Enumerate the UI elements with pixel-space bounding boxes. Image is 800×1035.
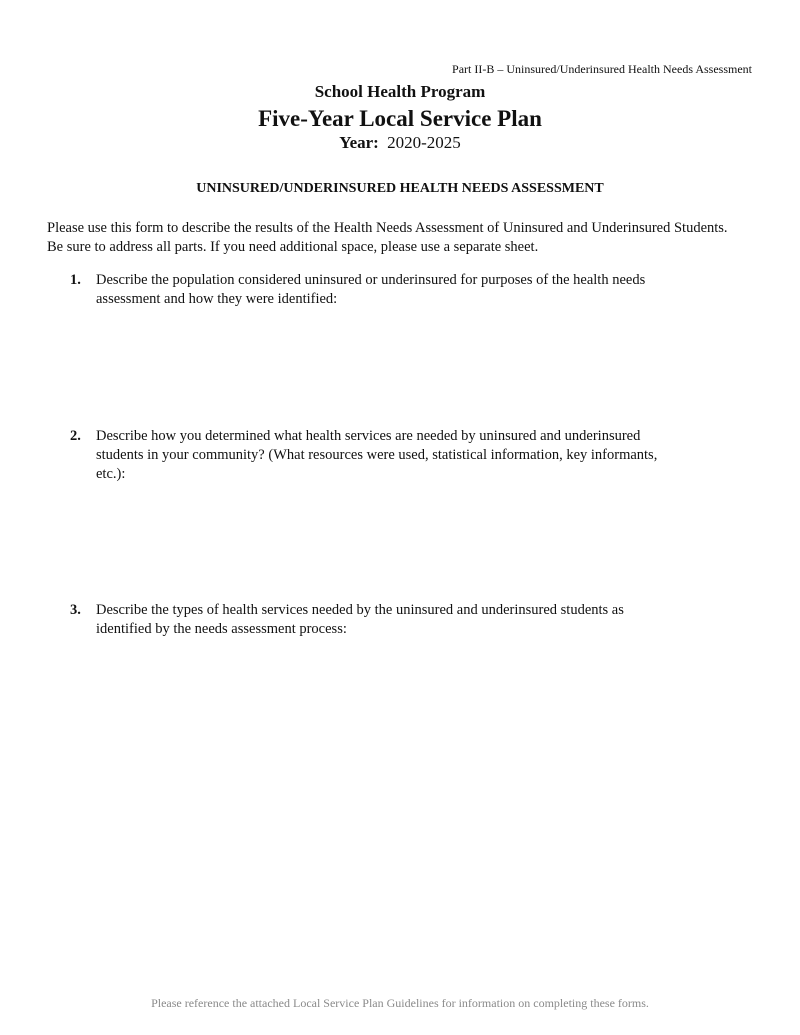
year-value: 2020-2025 (387, 133, 461, 152)
question-3-number: 3. (70, 602, 81, 618)
question-3 (70, 601, 670, 639)
program-title: School Health Program (314, 82, 486, 101)
question-2-text: Describe how you determined what health services are needed by uninsured and underinsured students in your community? (What resources were used, statistical information, key informants, etc.): (96, 428, 658, 482)
question-1-number: 1. (70, 272, 81, 288)
question-1 (70, 271, 670, 309)
intro-instructions: Please use this form to describe the results of the Health Needs Assessment of Uninsured and Underinsured Students. Be sure to address all parts. If you need additional space, please use a separate sheet. (47, 220, 728, 255)
question-1-text: Describe the population considered uninsured or underinsured for purposes of the health needs assessment and how they were identified: (96, 272, 646, 307)
header-note: Part II-B – Uninsured/Underinsured Health Needs Assessment (452, 62, 752, 76)
year-line (0, 133, 800, 153)
section-heading: UNINSURED/UNDERINSURED HEALTH NEEDS ASSESSMENT (196, 181, 604, 196)
question-3-text: Describe the types of health services needed by the uninsured and underinsured students as identified by the needs assessment process: (96, 602, 624, 637)
question-2-number: 2. (70, 428, 81, 444)
question-2 (70, 427, 670, 484)
year-label: Year: (339, 133, 379, 152)
plan-title: Five-Year Local Service Plan (258, 106, 542, 131)
footer-note: Please reference the attached Local Service Plan Guidelines for information on completing these forms. (151, 996, 649, 1010)
